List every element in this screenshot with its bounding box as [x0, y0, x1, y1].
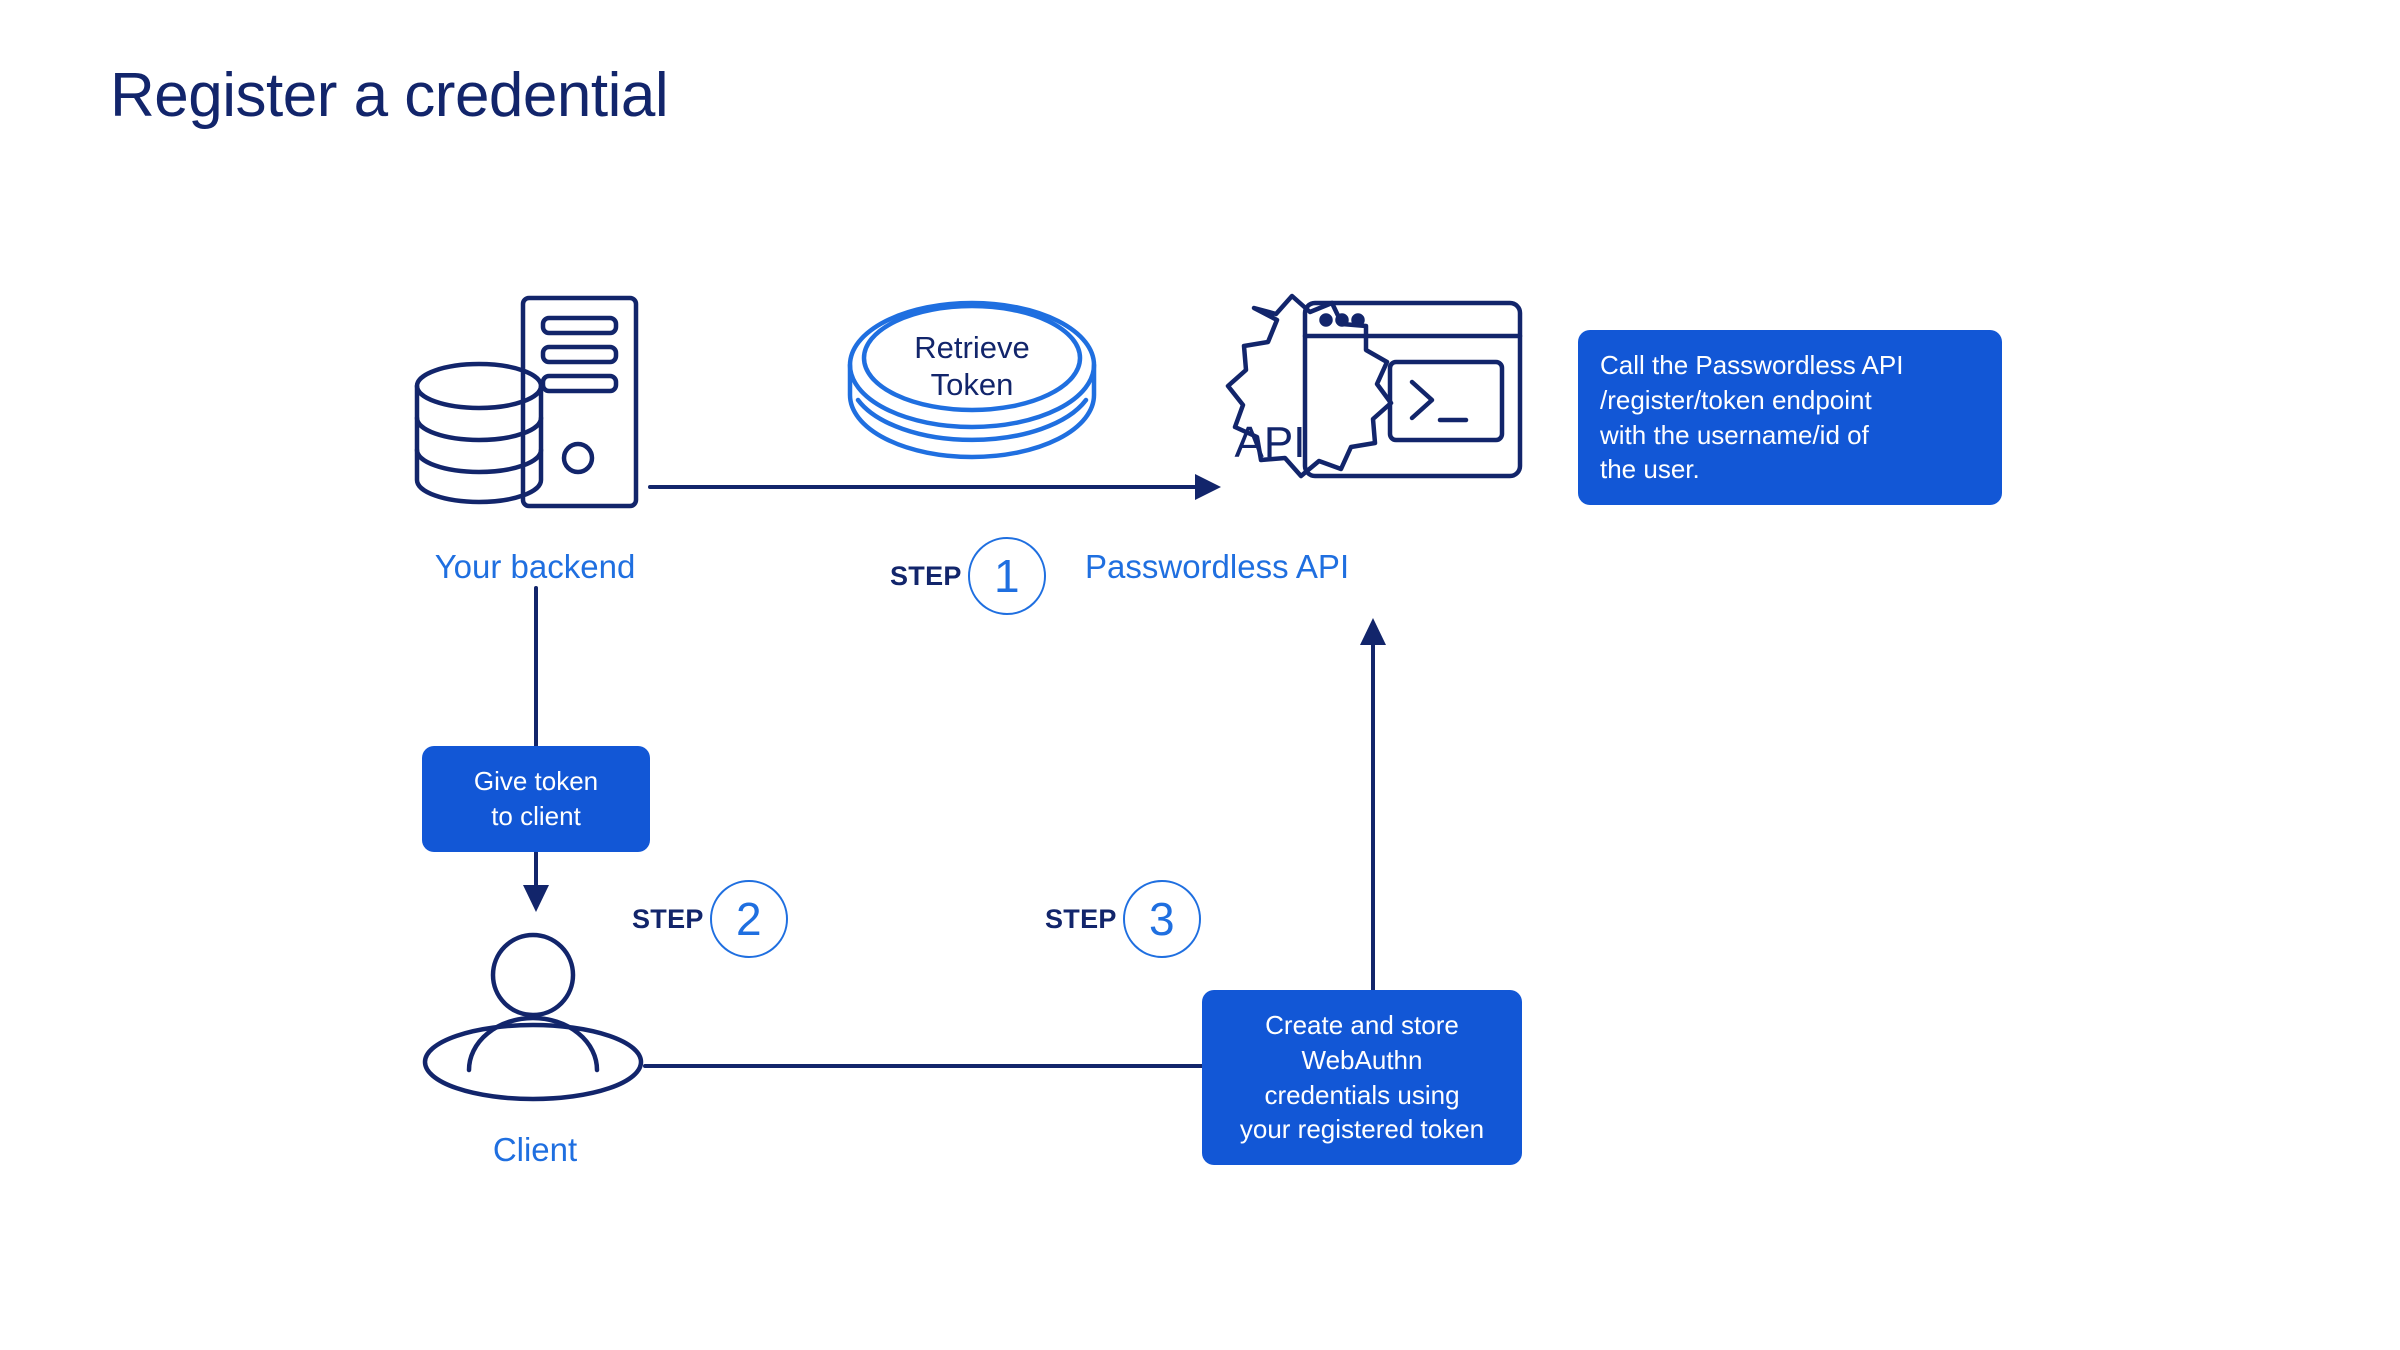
node-label-api: Passwordless API	[1085, 548, 1350, 585]
callout-give-token	[422, 746, 650, 852]
node-label-client: Client	[492, 1131, 578, 1168]
step-badge-3	[1045, 880, 1201, 958]
callout-give-token-line-2: to client	[491, 800, 581, 831]
callout-register-token-line-4: the user.	[1600, 454, 1700, 485]
callout-register-token	[1578, 330, 2002, 505]
callout-give-token-line-1: Give token	[473, 766, 599, 796]
token-label	[842, 330, 1102, 403]
callout-create-store-line-3: credentials using	[1264, 1079, 1460, 1110]
database-server-icon	[417, 298, 636, 506]
callout-register-token-line-2: /register/token endpoint	[1600, 384, 1872, 415]
callout-create-store-line-4: your registered token	[1239, 1114, 1485, 1145]
step-2-word: STEP	[632, 903, 704, 934]
callout-create-store-credentials	[1202, 990, 1522, 1165]
node-label-backend: Your backend	[434, 548, 636, 585]
token-label-line1: Retrieve	[914, 330, 1030, 365]
step-2-number: 2	[710, 880, 788, 958]
step-1-number: 1	[968, 537, 1046, 615]
arrow-callout-to-api	[1360, 618, 1386, 1000]
callout-register-token-line-1: Call the Passwordless API	[1600, 350, 1904, 380]
step-badge-2	[632, 880, 788, 958]
user-person-icon	[425, 935, 641, 1099]
step-3-word: STEP	[1045, 903, 1117, 934]
page-title: Register a credential	[110, 61, 669, 130]
arrow-backend-to-api	[650, 474, 1221, 500]
callout-register-token-line-3: with the username/id of	[1600, 419, 1869, 450]
callout-create-store-line-1: Create and store	[1265, 1010, 1459, 1040]
step-badge-1	[890, 537, 1046, 615]
api-gear-label: API	[1234, 418, 1306, 467]
step-1-word: STEP	[890, 560, 962, 591]
step-3-number: 3	[1123, 880, 1201, 958]
token-label-line2: Token	[930, 366, 1014, 402]
callout-create-store-line-2: WebAuthn	[1301, 1044, 1423, 1075]
